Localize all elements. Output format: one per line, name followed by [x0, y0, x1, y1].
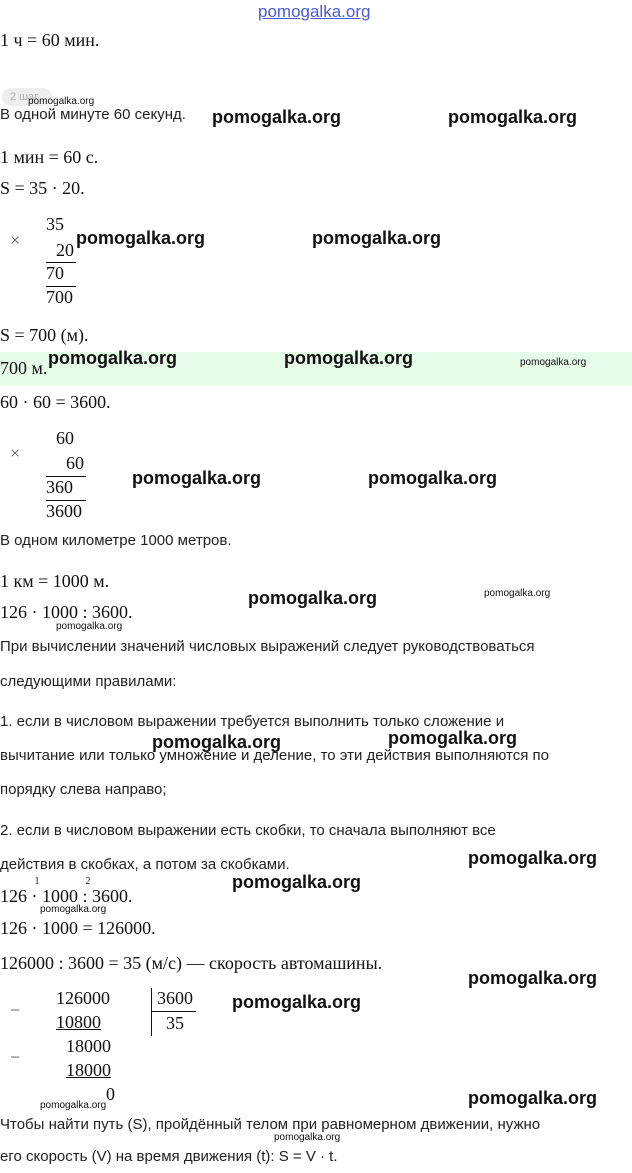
watermark: pomogalka.org: [388, 728, 518, 748]
watermark: pomogalka.org: [152, 732, 282, 752]
mult2-partial: 360: [46, 477, 73, 497]
speed-expression: 126 · 1000 : 3600.: [0, 602, 133, 622]
order-term-b: 1000: [42, 886, 78, 906]
div-quotient: 35: [166, 1013, 184, 1033]
times-sign: ×: [10, 443, 21, 463]
path-rule: Чтобы найти путь (S), пройдённый телом при равномерном движении, нужно: [0, 1116, 541, 1133]
rules-intro: При вычислении значений числовых выражений следует руководствоваться: [0, 638, 535, 655]
mult1-factor-a: 35: [46, 214, 64, 234]
watermark: pomogalka.org: [468, 848, 598, 868]
path-rule: его скорость (V) на время движения (t): S = V · t.: [0, 1148, 338, 1165]
watermark-small: pomogalka.org: [484, 588, 551, 599]
rule-1: 1. если в числовом выражении требуется выполнить только сложение и: [0, 713, 505, 730]
rules-intro: следующими правилами:: [0, 673, 177, 690]
watermark-small: pomogalka.org: [56, 621, 123, 632]
mult2-factor-a: 60: [56, 428, 74, 448]
watermark: pomogalka.org: [368, 468, 498, 488]
answer: 700 м.: [0, 358, 48, 378]
div-horizontal-rule: [152, 1011, 196, 1012]
mult1-partial: 70: [46, 263, 64, 283]
watermark: pomogalka.org: [232, 872, 362, 892]
div-subtrahend-2: 18000: [66, 1060, 111, 1080]
watermark: pomogalka.org: [76, 228, 206, 248]
watermark: pomogalka.org: [448, 107, 578, 127]
mult1-result: 700: [46, 287, 73, 307]
watermark-top[interactable]: pomogalka.org: [258, 2, 371, 21]
watermark: pomogalka.org: [212, 107, 342, 127]
div-divisor: 3600: [157, 988, 193, 1008]
order-op-2: [82, 876, 91, 906]
watermark-small: pomogalka.org: [40, 1100, 107, 1111]
minus-sign: −: [10, 1047, 21, 1067]
rule-2: действия в скобках, а потом за скобками.: [0, 856, 290, 873]
watermark: pomogalka.org: [284, 348, 414, 368]
mult2-result: 3600: [46, 501, 82, 521]
div-vertical-rule: [151, 988, 152, 1036]
watermark: pomogalka.org: [48, 348, 178, 368]
path-formula: S = 35 · 20.: [0, 178, 85, 198]
km-sentence: В одном километре 1000 метров.: [0, 532, 232, 549]
div-remainder-1: 18000: [66, 1036, 111, 1056]
km-equation: 1 км = 1000 м.: [0, 571, 110, 591]
watermark-small: pomogalka.org: [40, 904, 107, 915]
step-badge: 2 шаг: [2, 88, 52, 106]
watermark: pomogalka.org: [468, 1088, 598, 1108]
rule-1: вычитание или только умножение и деление, то эти действия выполняются по: [0, 747, 549, 764]
rule-2: 2. если в числовом выражении есть скобки, то сначала выполняют все: [0, 822, 496, 839]
minute-equation: 1 мин = 60 с.: [0, 147, 99, 167]
path-result: S = 700 (м).: [0, 325, 89, 345]
product-equation: 126 · 1000 = 126000.: [0, 918, 156, 938]
times-sign: ×: [10, 230, 21, 250]
watermark: pomogalka.org: [248, 588, 378, 608]
mult2-factor-b: 60: [66, 453, 84, 473]
order-op-1: [31, 876, 40, 906]
div-dividend: 126000: [56, 988, 110, 1008]
watermark: pomogalka.org: [132, 468, 262, 488]
order-step-2: 2: [85, 876, 91, 887]
order-dot: ·: [31, 886, 38, 906]
watermark: pomogalka.org: [312, 228, 442, 248]
hour-equation: 1 ч = 60 мин.: [0, 30, 100, 50]
order-colon: :: [82, 886, 88, 906]
minute-sentence: В одной минуте 60 секунд.: [0, 106, 186, 123]
watermark-small: pomogalka.org: [274, 1132, 341, 1143]
watermark-small: pomogalka.org: [28, 96, 95, 107]
div-subtrahend-1: 10800: [56, 1012, 101, 1032]
minus-sign: −: [10, 1000, 21, 1020]
sixty-equation: 60 · 60 = 3600.: [0, 392, 111, 412]
mult1-factor-b: 20: [56, 240, 74, 260]
order-step-1: 1: [34, 876, 40, 887]
watermark-small: pomogalka.org: [520, 357, 587, 368]
watermark: pomogalka.org: [232, 992, 362, 1012]
order-term-c: 3600.: [92, 886, 133, 906]
rule-1: порядку слева направо;: [0, 781, 167, 798]
division-equation: 126000 : 3600 = 35 (м/с) — скорость автомашины.: [0, 953, 383, 973]
watermark: pomogalka.org: [468, 968, 598, 988]
order-term-a: 126: [0, 886, 27, 906]
div-remainder-2: 0: [106, 1084, 115, 1104]
